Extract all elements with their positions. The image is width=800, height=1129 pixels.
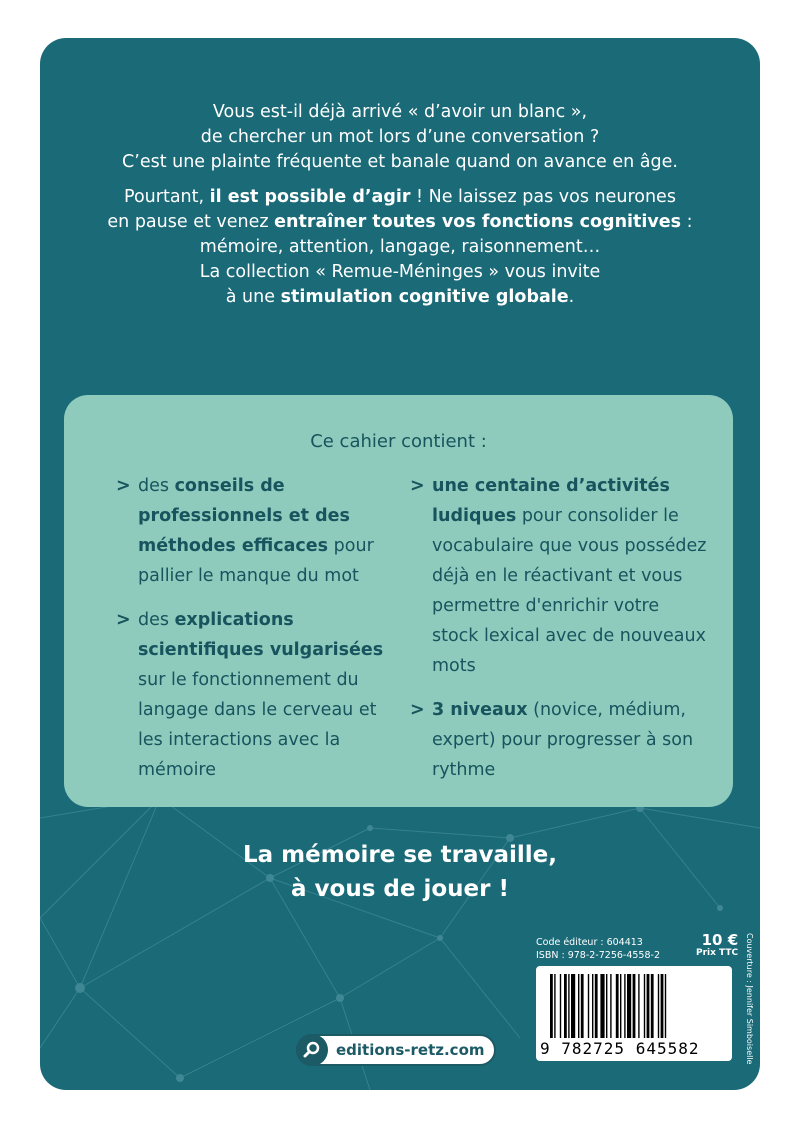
- barcode-bar: [658, 974, 659, 1038]
- barcode-bar: [595, 974, 598, 1038]
- barcode-bar: [560, 974, 561, 1038]
- barcode-bar: [568, 974, 569, 1038]
- editor-code: Code éditeur : 604413: [536, 937, 643, 948]
- barcode-bar: [578, 974, 579, 1038]
- list-item: > des conseils de professionnels et des méthodes efficaces pour pallier le manque du mot: [116, 471, 406, 591]
- barcode-bar: [610, 974, 611, 1038]
- barcode-bar: [588, 974, 589, 1038]
- barcode-bar: [620, 974, 621, 1038]
- publisher-link[interactable]: [296, 1034, 496, 1066]
- barcode-bar: [550, 974, 553, 1038]
- barcode-bar: [633, 974, 636, 1038]
- back-cover: [40, 38, 760, 1090]
- product-codes: [536, 936, 660, 962]
- chevron-right-icon: >: [116, 610, 131, 630]
- barcode-bar: [592, 974, 593, 1038]
- contents-column-right: [410, 471, 710, 799]
- barcode-bar: [581, 974, 584, 1038]
- price-label: Prix TTC: [696, 948, 739, 958]
- barcode-bar: [644, 974, 645, 1038]
- isbn: ISBN : 978-2-7256-4558-2: [536, 950, 660, 961]
- barcode-bar: [564, 974, 567, 1038]
- barcode-bar: [554, 974, 555, 1038]
- panel-title: Ce cahier contient :: [310, 431, 487, 452]
- barcode-bar: [651, 974, 654, 1038]
- barcode-bar: [627, 974, 631, 1038]
- barcode-bar: [638, 974, 639, 1038]
- magnifier-icon: [296, 1034, 328, 1066]
- barcode-digits: 9 782725 645582: [540, 1039, 700, 1058]
- intro-paragraph-1: Vous est-il déjà arrivé « d’avoir un blanc », de chercher un mot lors d’une conversation ? C’est une plainte fréquente et banale quand on avance en âge.: [122, 102, 678, 172]
- barcode-bar: [665, 974, 666, 1038]
- publisher-url: editions-retz.com: [336, 1041, 485, 1059]
- barcode-bar: [571, 974, 575, 1038]
- contents-panel: [64, 395, 733, 807]
- barcode-bar: [661, 974, 664, 1038]
- price-amount: 10 €: [701, 931, 739, 949]
- barcode-bar: [647, 974, 650, 1038]
- chevron-right-icon: >: [410, 476, 425, 496]
- barcode-bar: [624, 974, 625, 1038]
- barcode-bar: [606, 974, 607, 1038]
- chevron-right-icon: >: [116, 476, 131, 496]
- barcode-bar: [600, 974, 604, 1038]
- price: [696, 932, 738, 958]
- barcode-bar: [616, 974, 619, 1038]
- contents-column-left: [116, 471, 406, 799]
- motto: La mémoire se travaille, à vous de jouer !: [242, 842, 557, 902]
- list-item: > 3 niveaux (novice, médium, expert) pour progresser à son rythme: [410, 695, 710, 785]
- chevron-right-icon: >: [410, 700, 425, 720]
- list-item: > des explications scientifiques vulgarisées sur le fonctionnement du langage dans le cerveau et les interactions avec la mémoire: [116, 605, 406, 785]
- intro-text: [80, 100, 720, 320]
- intro-paragraph-2: Pourtant, il est possible d’agir ! Ne laissez pas vos neurones en pause et venez entraîner toutes vos fonctions cognitives : mémoire, attention, langage, raisonnement… La collection « Remue-Méninges » vous invite à une stimulation cognitive globale.: [107, 187, 693, 307]
- cover-credit: Couverture : Jennifer Simboiselle: [745, 933, 754, 1065]
- barcode: [536, 966, 732, 1061]
- barcode-bars: [550, 974, 720, 1038]
- list-item: > une centaine d’activités ludiques pour consolider le vocabulaire que vous possédez déjà en le réactivant et vous permettre d'enrichir votre stock lexical avec de nouveaux mots: [410, 471, 710, 681]
